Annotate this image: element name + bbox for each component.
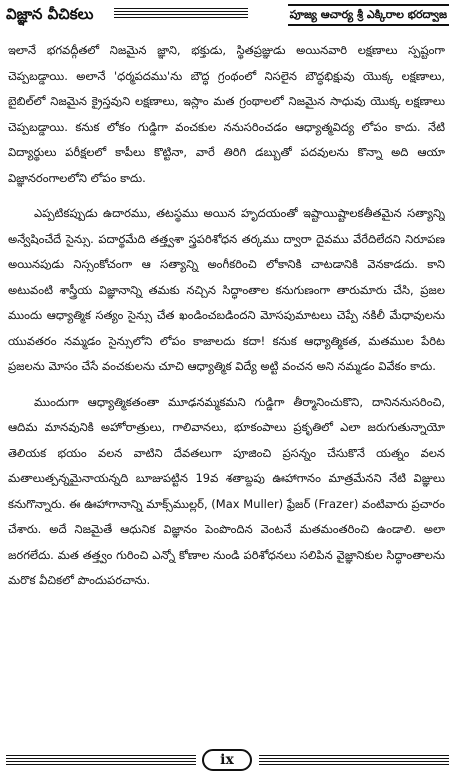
footer-rule-left [6,755,196,765]
page-footer [0,746,455,776]
paragraph-3: ముందుగా ఆధ్యాత్మికతంతా మూఢనమ్మకమని గుడ్డిగా తీర్మానించుకొని, దానిననుసరించి, ఆదిమ మానవునికి అహోరాత్రులు, గాలివానలు, భూకంపాలు ప్రకృతిలో ఎలా జరుగుతున్నాయో తెలియక భయం వలన వాటిని దేవతలుగా పూజించి ప్రసన్నం చేసుకొనే యత్నం వలన మతాలుత్పన్నమైనాయన్నది బూజుపట్టిన 19వ శతాబ్దపు ఊహాగానం మాత్రమేనని నేటి విజ్ఞులు కనుగొన్నారు. ఈ ఊహాగానాన్ని మాక్స్‌ముల్లర్, (Max Muller) ఫ్రేజర్ (Frazer) వంటివారు ప్రచారం చేశారు. అదే నిజమైతే ఆధునిక విజ్ఞానం పెంపొందిన వెంటనే మతమంతరించి ఉండాలి. అలా జరగలేదు. మత తత్త్వం గురించి ఎన్నో కోణాల నుండి పరిశోధనలు సలిపిన వైజ్ఞానికుల సిద్ధాంతాలను మరొక వీచికలో పొందుపరచాను. [8,394,445,587]
header-rule [114,8,248,20]
footer-rule-right [259,755,449,765]
paragraph-2: ఎప్పటికప్పుడు ఉదారము, తటస్థము అయిన హృదయంతో ఇష్టాయిష్టాలకతీతమైన సత్యాన్ని అన్వేషించేదే సైన్సు. పదార్థమేది తత్త్వశా స్త్రపరిశోధన తర్కము ద్వారా దైవము వేరేదిలేదని నిరూపణ అయినపుడు నిస్సంకోచంగా ఆ సత్యాన్ని అంగీకరించి లోకానికి చాటడానికి వెనకాడదు. కాని అటువంటి శాస్త్రీయ విజ్ఞానాన్ని తమకు నచ్చిన సిద్ధాంతాల కనుగుణంగా తారుమారు చేసి, ప్రజల ముందు ఆధ్యాత్మిక సత్యం సైన్సు చేత ఖండించబడిందని మోసపుమాటలు చెప్పే నకిలీ మేధావులను యువతరం నమ్మడం సైన్సులోని లోపం కాజాలదు కదా! కనుక ఆధ్యాత్మికత, మతముల పేరిట ప్రజలను మోసం చేసే వంచకులను చూచి ఆధ్యాత్మిక విద్యే అట్టి వంచన అని నమ్మడం వివేకం కాదు. [8,206,445,373]
book-title: విజ్ఞాన వీచికలు [6,5,94,23]
author-name: పూజ్య ఆచార్య శ్రీ ఎక్కిరాల భరద్వాజ [288,4,449,26]
page-header [6,4,449,26]
paragraph-1: ఇలానే భగవద్గీతలో నిజమైన జ్ఞాని, భక్తుడు, స్థితప్రజ్ఞుడు అయినవారి లక్షణాలు స్పష్టంగా చెప్పబడ్డాయి. అలానే 'ధర్మపదము'ను బౌద్ధ గ్రంథంలో నిసలైన బౌద్ధభిక్షువు యొక్క లక్షణాలు, బైబిల్‌లో నిజమైన క్రైస్తవుని లక్షణాలు, ఇస్లాం మత గ్రంథాలలో నిజమైన సాధువు యొక్క లక్షణాలు చెప్పబడ్డాయి. కనుక లోకం గుడ్డిగా వంచకుల ననుసరించడం ఆధ్యాత్మవిద్య లోపం కాదు. నేటి విద్యార్థులు పరీక్షలలో కాపీలు కొట్టినా, వారే తిరిగి డబ్బుతో పదవులను కొన్నా అది ఆయా విజ్ఞానరంగాలలోని లోపం కాదు. [8,43,445,185]
body-text [8,38,445,738]
page-number: ix [202,749,252,771]
